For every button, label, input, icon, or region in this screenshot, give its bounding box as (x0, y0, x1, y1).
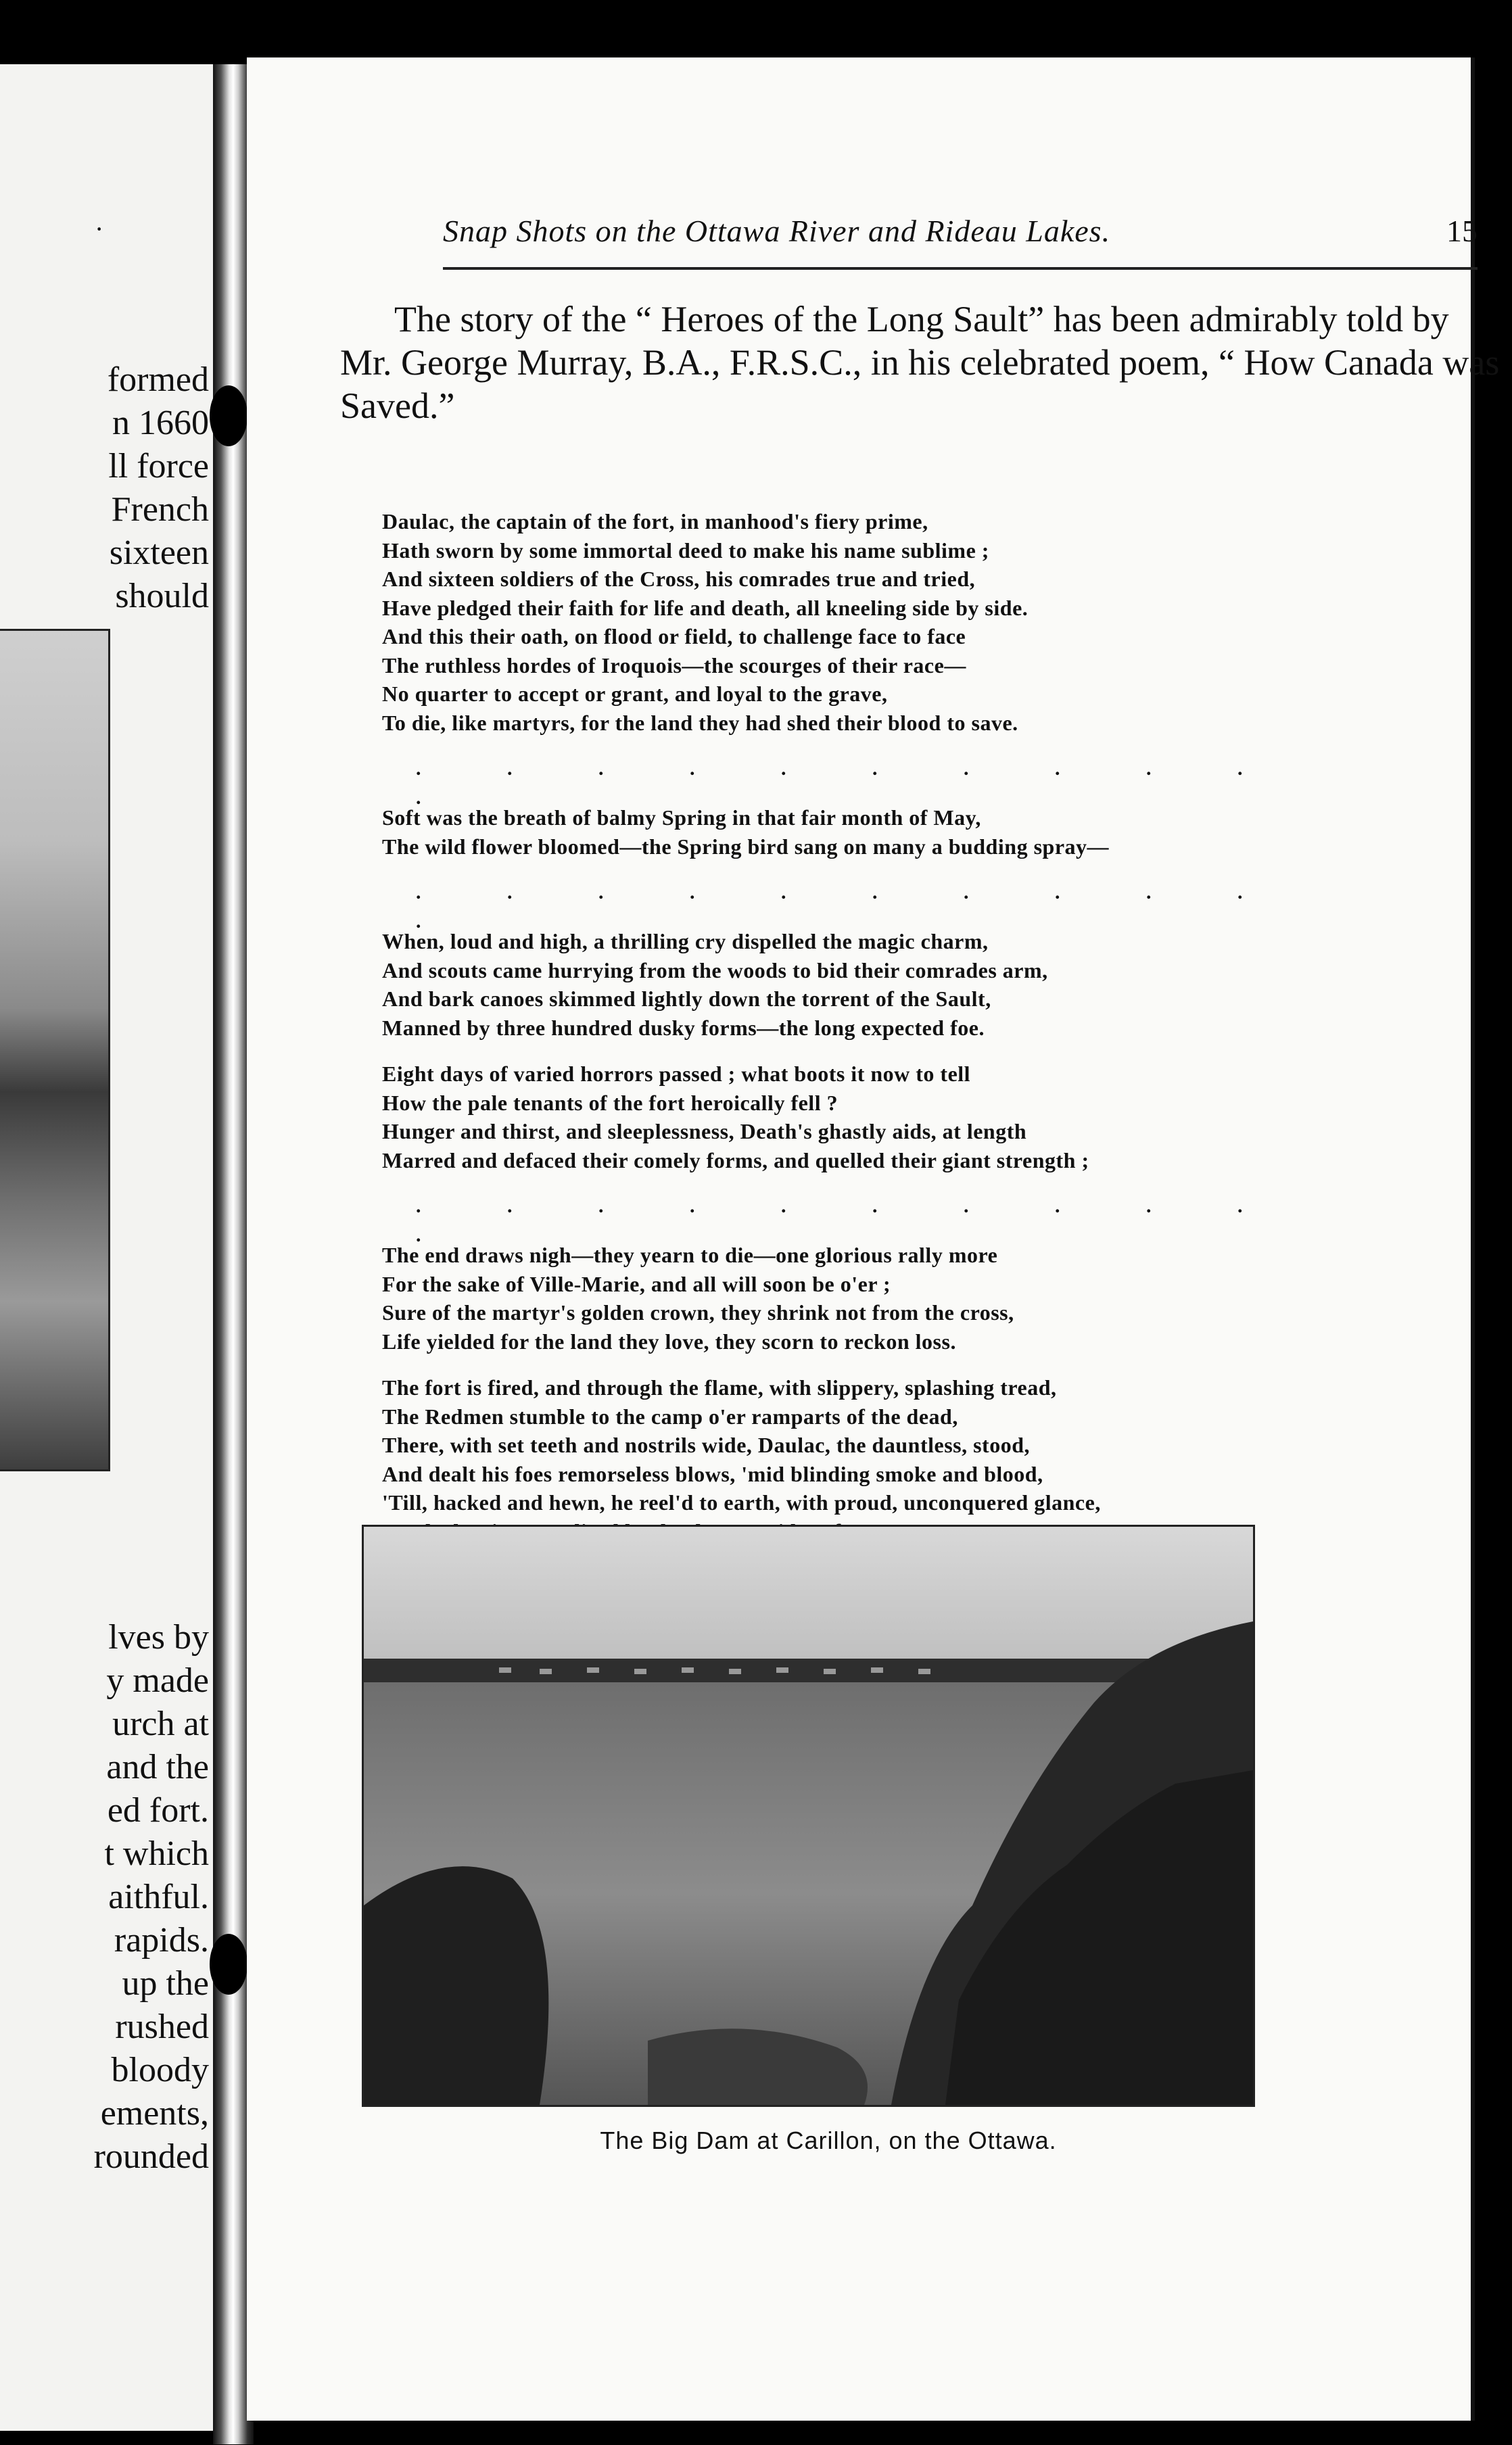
poem-line: Manned by three hundred dusky forms—the long expected foe. (382, 1015, 985, 1040)
poem-line: Eight days of varied horrors passed ; what boots it now to tell (382, 1062, 971, 1086)
photo-illustration (364, 1527, 1253, 2105)
poem-line: No quarter to accept or grant, and loyal to the grave, (382, 682, 888, 706)
left-line: sixteen (109, 533, 209, 572)
stanza (382, 803, 1342, 861)
left-line: rounded (93, 2137, 209, 2176)
intro-text: The story of the “ Heroes of the Long Sault” has been admirably told by Mr. George Murray, B.A., F.R.S.C., in his celebrated poem, “ How Canada was Saved.” (340, 299, 1500, 426)
poem-line: And this their oath, on flood or field, to challenge face to face (382, 624, 966, 648)
left-line: French (111, 490, 209, 529)
poem-line: Hath sworn by some immortal deed to make his name sublime ; (382, 538, 989, 563)
poem-line: Hunger and thirst, and sleeplessness, Death's ghastly aids, at length (382, 1119, 1027, 1143)
right-page (247, 57, 1500, 2421)
left-line: rapids. (114, 1921, 209, 1960)
stray-dot: · (95, 214, 104, 244)
left-line: should (115, 577, 209, 615)
left-line: ll force (108, 447, 209, 485)
left-line: y made (106, 1661, 209, 1700)
poem-line: There, with set teeth and nostrils wide, Daulac, the dauntless, stood, (382, 1433, 1030, 1457)
stanza (382, 927, 1342, 1042)
stanza (382, 1241, 1342, 1356)
left-line: ed fort. (107, 1791, 209, 1830)
poem-line: The ruthless hordes of Iroquois—the scourges of their race— (382, 652, 966, 678)
poem-line: Life yielded for the land they love, they scorn to reckon loss. (382, 1329, 956, 1354)
left-page-text-top (108, 358, 209, 618)
poem-line: For the sake of Ville-Marie, and all will soon be o'er ; (382, 1271, 891, 1296)
intro-paragraph (340, 298, 1503, 427)
ellipsis-row: . . . . . . . . . . . (416, 881, 1283, 932)
left-line: urch at (112, 1705, 209, 1743)
left-line: aithful. (108, 1878, 209, 1916)
left-line: lves by (108, 1618, 209, 1657)
photo-caption: The Big Dam at Carillon, on the Ottawa. (600, 2127, 1057, 2154)
poem-line: The fort is fired, and through the flame, with slippery, splashing tread, (382, 1375, 1057, 1400)
left-page-fragment (0, 64, 213, 2431)
poem-line: Marred and defaced their comely forms, and quelled their giant strength ; (382, 1147, 1089, 1172)
poem-line: Have pledged their faith for life and death, all kneeling side by side. (382, 595, 1029, 620)
left-line: n 1660 (112, 404, 209, 442)
binding-hole (210, 1934, 247, 1995)
poem-line: When, loud and high, a thrilling cry dispelled the magic charm, (382, 929, 989, 953)
poem (382, 507, 1342, 1621)
poem-line: Sure of the martyr's golden crown, they shrink not from the cross, (382, 1300, 1014, 1325)
left-line: t which (104, 1834, 209, 1873)
stanza (382, 1060, 1342, 1174)
left-line: rushed (115, 2008, 209, 2046)
poem-line: And sixteen soldiers of the Cross, his comrades true and tried, (382, 567, 976, 591)
carillon-dam-photo (362, 1525, 1255, 2107)
left-page-text-bottom (94, 1616, 209, 2179)
poem-line: How the pale tenants of the fort heroically fell ? (382, 1090, 838, 1115)
poem-line: The Redmen stumble to the camp o'er ramparts of the dead, (382, 1404, 958, 1429)
poem-line: To die, like martyrs, for the land they had shed their blood to save. (382, 710, 1018, 735)
left-line: formed (107, 360, 209, 399)
poem-line: And bark canoes skimmed lightly down the torrent of the Sault, (382, 987, 991, 1011)
poem-line: The wild flower bloomed—the Spring bird sang on many a budding spray— (382, 834, 1110, 859)
page-number: 15 (1446, 214, 1478, 248)
poem-line: And scouts came hurrying from the woods to bid their comrades arm, (382, 957, 1048, 982)
left-line: ements, (100, 2094, 209, 2133)
left-line: up the (122, 1964, 209, 2003)
left-line: bloody (111, 2051, 209, 2089)
poem-line: 'Till, hacked and hewn, he reel'd to earth, with proud, unconquered glance, (382, 1490, 1101, 1515)
running-head-title: Snap Shots on the Ottawa River and Rideau Lakes. (443, 214, 1111, 248)
ellipsis-row: . . . . . . . . . . . (416, 757, 1283, 809)
poem-line: Daulac, the captain of the fort, in manhood's fiery prime, (382, 509, 928, 533)
left-line: and the (106, 1748, 209, 1786)
stanza (382, 507, 1342, 737)
poem-line: And dealt his foes remorseless blows, 'mid blinding smoke and blood, (382, 1461, 1043, 1486)
left-page-photo (0, 629, 110, 1471)
binding-hole (210, 385, 247, 446)
poem-line: Soft was the breath of balmy Spring in that fair month of May, (382, 805, 981, 830)
poem-line: The end draws nigh—they yearn to die—one glorious rally more (382, 1243, 998, 1267)
running-head (443, 213, 1478, 270)
ellipsis-row: . . . . . . . . . . . (416, 1195, 1283, 1246)
